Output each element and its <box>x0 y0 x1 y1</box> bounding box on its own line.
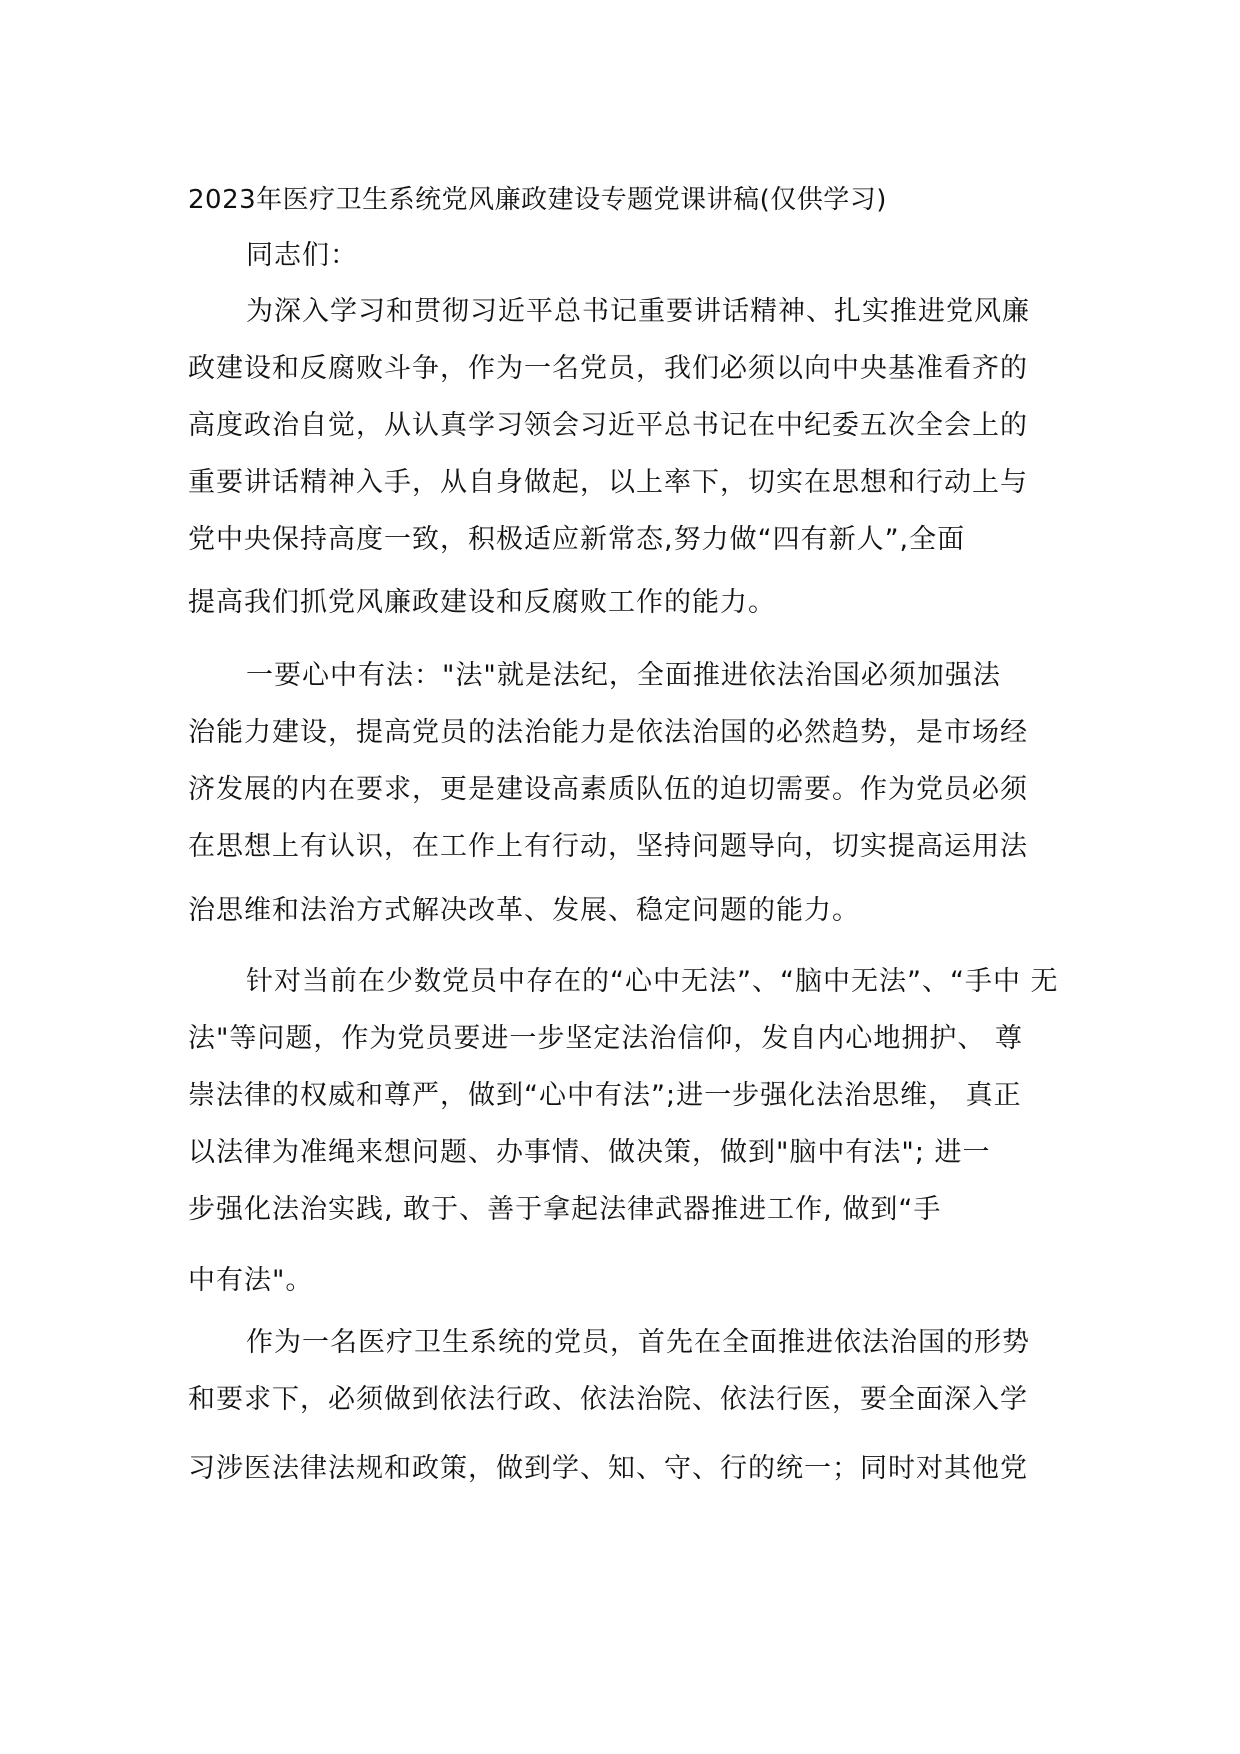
paragraph-line: 在思想上有认识，在工作上有行动，坚持问题导向，切实提高运用法 <box>188 831 1028 862</box>
paragraph-line: 崇法律的权威和尊严，做到“心中有法”;进一步强化法治思维， 真正 <box>188 1080 1022 1111</box>
salutation: 同志们： <box>246 240 358 271</box>
paragraph-line: 作为一名医疗卫生系统的党员，首先在全面推进依法治国的形势 <box>246 1327 1030 1358</box>
paragraph-line: 提高我们抓党风廉政建设和反腐败工作的能力。 <box>188 587 776 618</box>
paragraph-line: 习涉医法律法规和政策，做到学、知、守、行的统一；同时对其他党 <box>188 1453 1028 1484</box>
paragraph-line: 和要求下，必须做到依法行政、依法治院、依法行医，要全面深入学 <box>188 1384 1028 1415</box>
paragraph-line: 济发展的内在要求，更是建设高素质队伍的迫切需要。作为党员必须 <box>188 774 1028 805</box>
paragraph-line: 重要讲话精神入手，从自身做起，以上率下，切实在思想和行动上与 <box>188 467 1028 498</box>
paragraph-line: 治能力建设，提高党员的法治能力是依法治国的必然趋势，是市场经 <box>188 717 1028 748</box>
paragraph-line: 高度政治自觉，从认真学习领会习近平总书记在中纪委五次全会上的 <box>188 410 1028 441</box>
paragraph-line: 法"等问题，作为党员要进一步坚定法治信仰，发自内心地拥护、 尊 <box>188 1023 1024 1054</box>
paragraph-line: 为深入学习和贯彻习近平总书记重要讲话精神、扎实推进党风廉 <box>246 296 1030 327</box>
paragraph-line: 步强化法治实践, 敢于、善于拿起法律武器推进工作, 做到“手 <box>188 1194 942 1225</box>
page-title: 2023年医疗卫生系统党风廉政建设专题党课讲稿(仅供学习) <box>188 185 887 215</box>
paragraph-line: 一要心中有法："法"就是法纪，全面推进依法治国必须加强法 <box>246 660 1001 691</box>
paragraph-line: 政建设和反腐败斗争，作为一名党员，我们必须以向中央基准看齐的 <box>188 353 1028 384</box>
paragraph-line: 中有法"。 <box>188 1265 314 1296</box>
paragraph-line: 治思维和法治方式解决改革、发展、稳定问题的能力。 <box>188 895 860 926</box>
paragraph-line: 以法律为准绳来想问题、办事情、做决策，做到"脑中有法"; 进一 <box>188 1137 991 1168</box>
paragraph-line: 党中央保持高度一致，积极适应新常态,努力做“四有新人”,全面 <box>188 524 966 555</box>
paragraph-line: 针对当前在少数党员中存在的“心中无法”、“脑中无法”、“手中 无 <box>246 966 1059 997</box>
